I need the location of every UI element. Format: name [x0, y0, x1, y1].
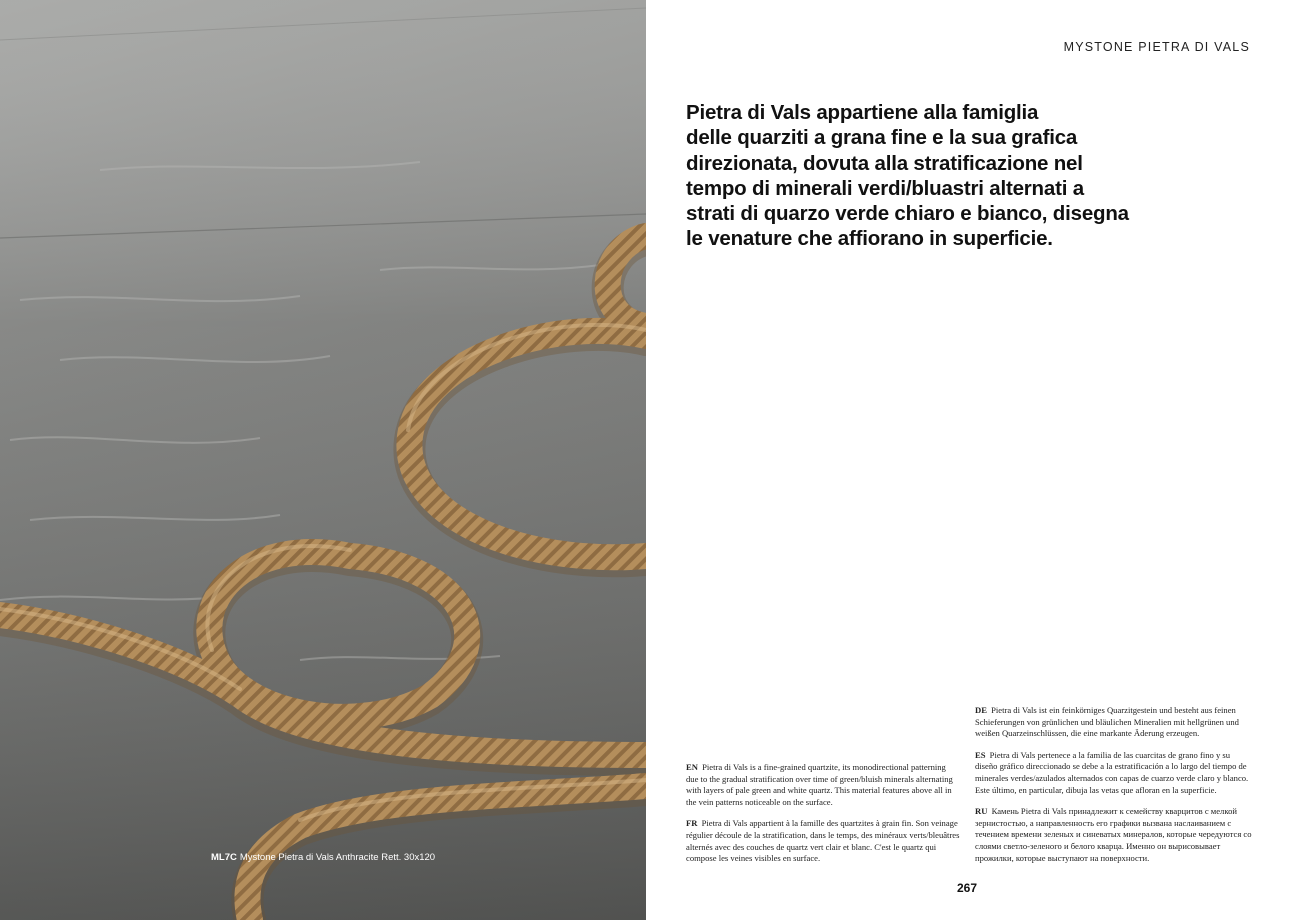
lead-line: tempo di minerali verdi/bluastri alternati a [686, 176, 1084, 200]
paragraph-en [686, 762, 960, 808]
lang-code-en: EN [686, 762, 698, 772]
lead-line: direzionata, dovuta alla stratificazione nel [686, 151, 1083, 175]
translations-column-right [975, 705, 1253, 864]
paragraph-de [975, 705, 1253, 740]
lead-line: Pietra di Vals appartiene alla famiglia [686, 101, 1039, 124]
lead-line: le venature che affiorano in superficie. [686, 227, 1053, 251]
page-number: 267 [957, 881, 978, 895]
paragraph-en-text: Pietra di Vals is a fine-grained quartzite, its monodirectional patterning due to the gradual stratification over time of green/bluish minerals alternating with layers of pale green and white quartz. This material features above all in the vein patterns noticeable on the surface. [686, 762, 953, 807]
caption-text: Mystone Pietra di Vals Anthracite Rett. 30x120 [239, 852, 436, 863]
paragraph-fr-text: Pietra di Vals appartient à la famille des quartzites à grain fin. Son veinage régulier découle de la stratification, dans le temps, des minéraux verts/bleuâtres alternés avec des couches de quartz vert clair et blanc. C'est le quartz qui compose les veines visibles en surface. [686, 818, 960, 864]
running-header: MYSTONE PIETRA DI VALS [1063, 40, 1250, 54]
lead-line: delle quarziti a grana fine e la sua grafica [686, 126, 1078, 150]
photo-caption [211, 852, 435, 863]
lang-code-de: DE [975, 705, 987, 715]
caption-code: ML7C [211, 852, 237, 863]
paragraph-ru-text: Камень Pietra di Vals принадлежит к семейству кварцитов с мелкой зернистостью, а направленность его графики вызвана наслаиванием с течением времени зеленых и синеватых минералов, которые чередуются со слоями светло-зеленого и белого кварца. Именно он вырисовывает прожилки, которые выступают на поверхности. [975, 806, 1252, 863]
paragraph-ru [975, 806, 1253, 864]
lang-code-ru: RU [975, 806, 988, 817]
lang-code-es: ES [975, 749, 986, 760]
lead-paragraph [686, 100, 1166, 252]
lang-code-fr: FR [686, 818, 698, 829]
paragraph-de-text: Pietra di Vals ist ein feinkörniges Quarzitgestein und besteht aus feinen Schieferungen von grünlichen und bläulichen Mineralien mit hellgrünen und weißen Quarzeinschlüssen, die eine markante Äderung erzeugen. [975, 705, 1239, 739]
lead-line: strati di quarzo verde chiaro e bianco, disegna [686, 202, 1129, 226]
paragraph-es-text: Pietra di Vals pertenece a la familia de las cuarcitas de grano fino y su diseño gráfico direccionado se debe a la estratificación a lo largo del tiempo de minerales verdes/azulados alternados con capas de cuarzo verde claro y blanco. Este último, en particular, dibuja las vetas que afloran en la superficie. [975, 749, 1249, 795]
translations-column-left [686, 762, 960, 865]
paragraph-es [975, 750, 1253, 796]
paragraph-fr [686, 818, 960, 864]
